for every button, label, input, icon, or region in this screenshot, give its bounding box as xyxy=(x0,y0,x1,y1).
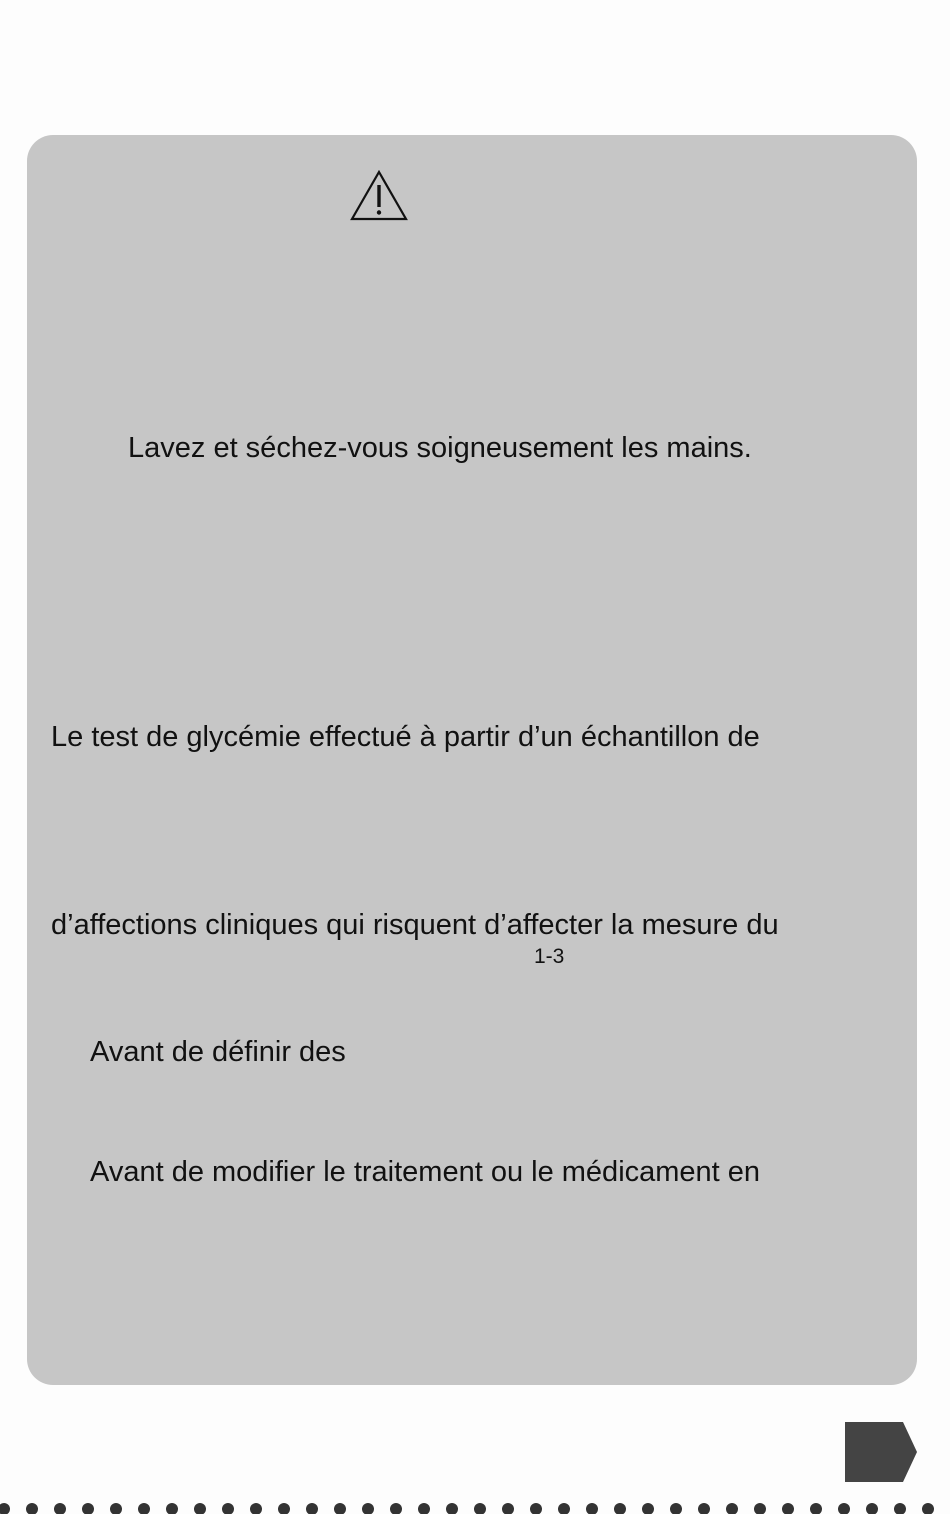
perforation-dot xyxy=(26,1503,38,1514)
bullet-define-text: Avant de définir des xyxy=(90,1036,346,1068)
perforation-dot xyxy=(558,1503,570,1514)
perforation-dot xyxy=(726,1503,738,1514)
perforation-dot xyxy=(698,1503,710,1514)
perforation-dot xyxy=(446,1503,458,1514)
perforation-dot xyxy=(334,1503,346,1514)
perforation-dot xyxy=(894,1503,906,1514)
perforation-dot xyxy=(138,1503,150,1514)
perforation-dot xyxy=(754,1503,766,1514)
perforation-dot xyxy=(614,1503,626,1514)
perforation-dot xyxy=(922,1503,934,1514)
warning-triangle-icon xyxy=(350,170,408,222)
perforation-dot xyxy=(390,1503,402,1514)
bullet-modify-treatment-text: Avant de modifier le traitement ou le médicament en xyxy=(90,1156,761,1188)
clinical-conditions-text: d’affections cliniques qui risquent d’affecter la mesure du xyxy=(51,909,779,941)
perforation-dot xyxy=(194,1503,206,1514)
perforation-dot xyxy=(306,1503,318,1514)
perforation-dot xyxy=(110,1503,122,1514)
perforation-dot xyxy=(866,1503,878,1514)
perforation-dot xyxy=(502,1503,514,1514)
perforation-dot xyxy=(586,1503,598,1514)
perforation-dot xyxy=(810,1503,822,1514)
perforation-dot xyxy=(838,1503,850,1514)
reference-superscript: 1-3 xyxy=(534,945,565,968)
perforation-dot xyxy=(278,1503,290,1514)
perforation-dot xyxy=(474,1503,486,1514)
perforation-dot xyxy=(782,1503,794,1514)
perforation-dot xyxy=(250,1503,262,1514)
instruction-wash-hands: Lavez et séchez-vous soigneusement les mains. xyxy=(128,432,752,464)
perforation-dot xyxy=(362,1503,374,1514)
next-page-arrow-icon[interactable] xyxy=(845,1422,919,1482)
perforation-dot xyxy=(54,1503,66,1514)
perforation-dot xyxy=(222,1503,234,1514)
perforation-dot xyxy=(418,1503,430,1514)
perforation-dot xyxy=(166,1503,178,1514)
perforation-dot xyxy=(0,1503,10,1514)
glucose-test-text: Le test de glycémie effectué à partir d’un échantillon de xyxy=(51,721,760,753)
perforation-dot xyxy=(670,1503,682,1514)
perforation-dot xyxy=(530,1503,542,1514)
perforation-dot xyxy=(82,1503,94,1514)
info-panel xyxy=(27,135,917,1385)
perforation-dot xyxy=(642,1503,654,1514)
